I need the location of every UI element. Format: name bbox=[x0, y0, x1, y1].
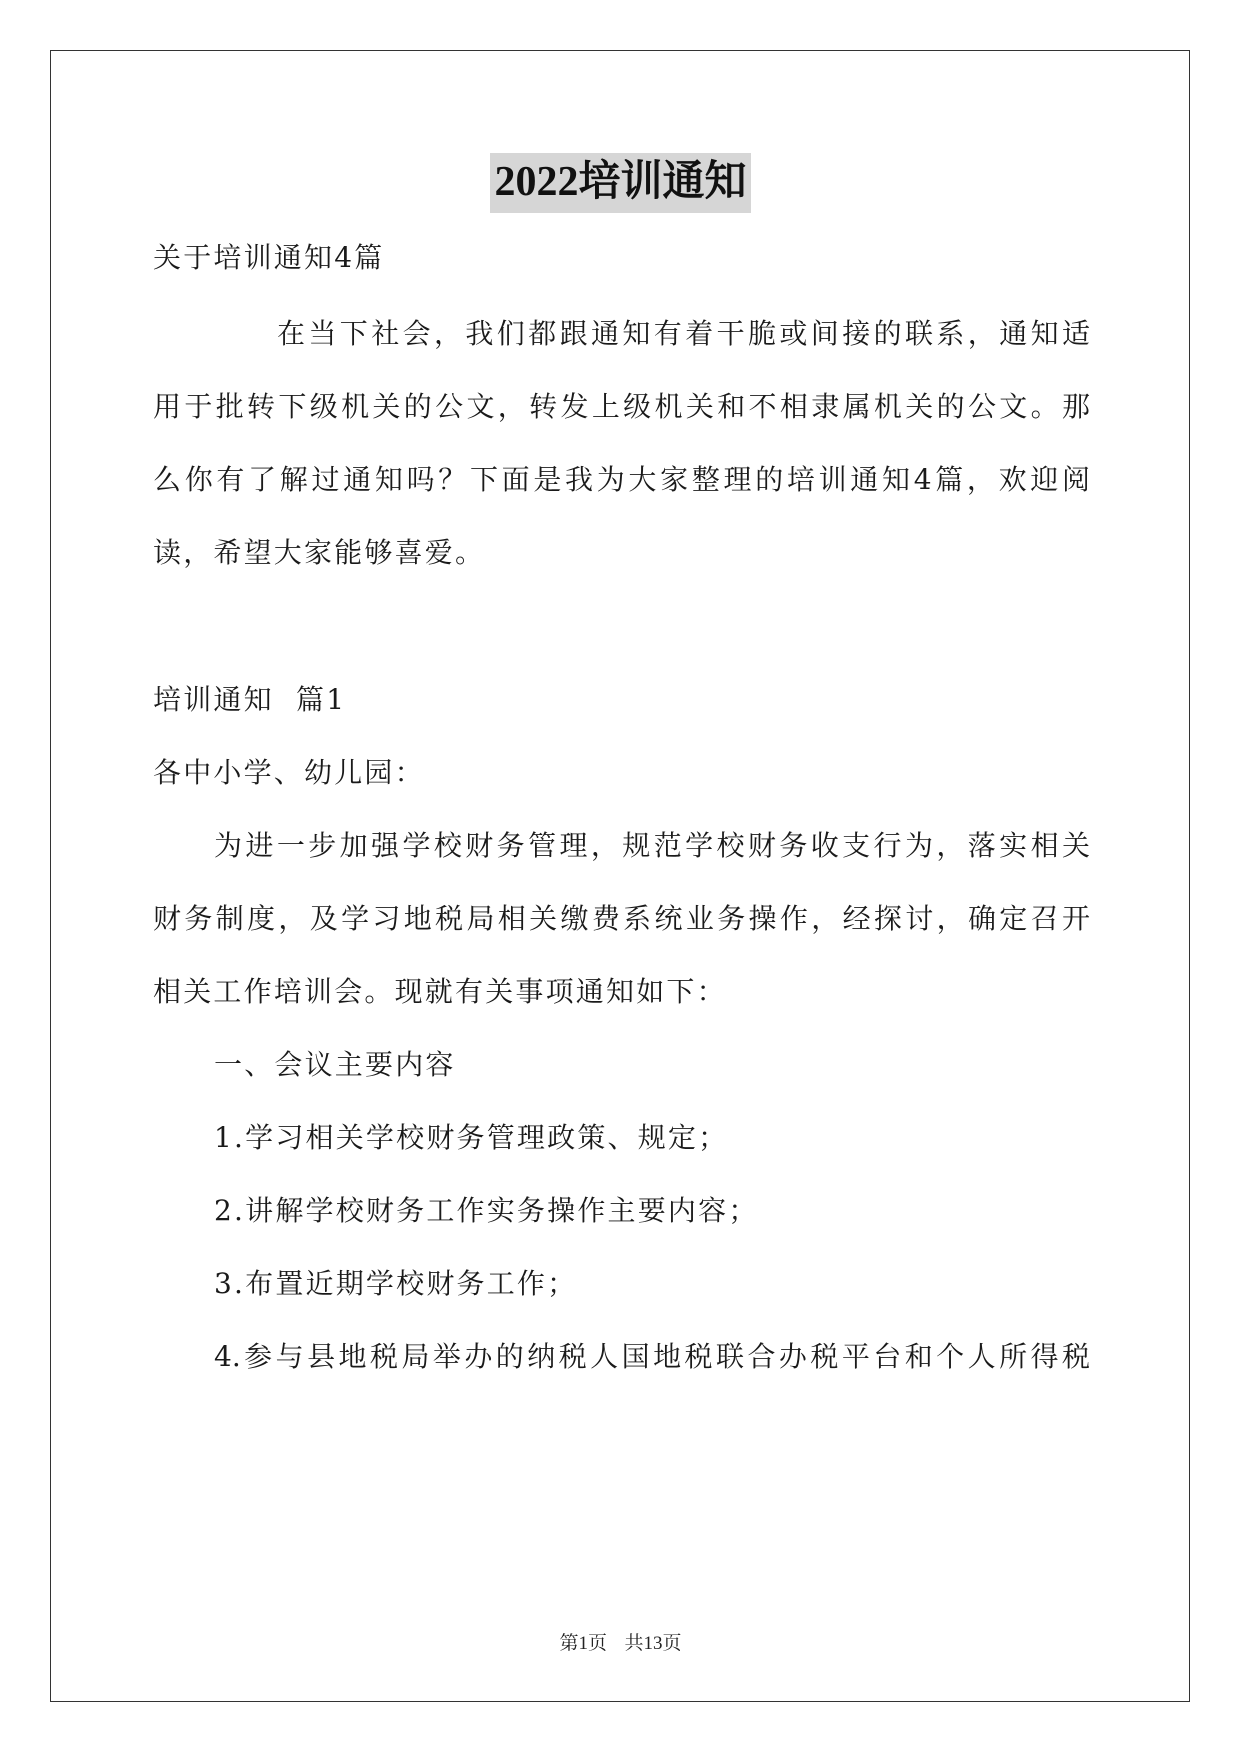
section-heading: 培训通知 篇1 bbox=[153, 683, 347, 716]
list-item-2: 2.讲解学校财务工作实务操作主要内容； bbox=[214, 1194, 759, 1227]
salutation: 各中小学、幼儿园： bbox=[153, 756, 425, 789]
list-item-3: 3.布置近期学校财务工作； bbox=[214, 1267, 578, 1300]
body-line-3: 相关工作培训会。现就有关事项通知如下： bbox=[153, 975, 727, 1008]
document-subtitle: 关于培训通知4篇 bbox=[153, 241, 385, 274]
title-container bbox=[0, 153, 1241, 213]
intro-line-3: 么你有了解过通知吗？下面是我为大家整理的培训通知4篇，欢迎阅 bbox=[153, 463, 1090, 496]
list-item-4: 4.参与县地税局举办的纳税人国地税联合办税平台和个人所得税 bbox=[214, 1340, 1090, 1373]
page-footer: 第1页 共13页 bbox=[559, 1633, 682, 1654]
list-heading: 一、会议主要内容 bbox=[214, 1048, 456, 1081]
body-line-2: 财务制度，及学习地税局相关缴费系统业务操作，经探讨，确定召开 bbox=[153, 902, 1090, 935]
document-title: 2022培训通知 bbox=[490, 153, 750, 213]
list-item-1: 1.学习相关学校财务管理政策、规定； bbox=[214, 1121, 729, 1154]
intro-line-4: 读，希望大家能够喜爱。 bbox=[153, 536, 486, 569]
intro-line-2: 用于批转下级机关的公文，转发上级机关和不相隶属机关的公文。那 bbox=[153, 390, 1090, 423]
page-border bbox=[50, 50, 1190, 1702]
intro-line-1: 在当下社会，我们都跟通知有着干脆或间接的联系，通知适 bbox=[277, 317, 1090, 350]
body-line-1: 为进一步加强学校财务管理，规范学校财务收支行为，落实相关 bbox=[214, 829, 1090, 862]
